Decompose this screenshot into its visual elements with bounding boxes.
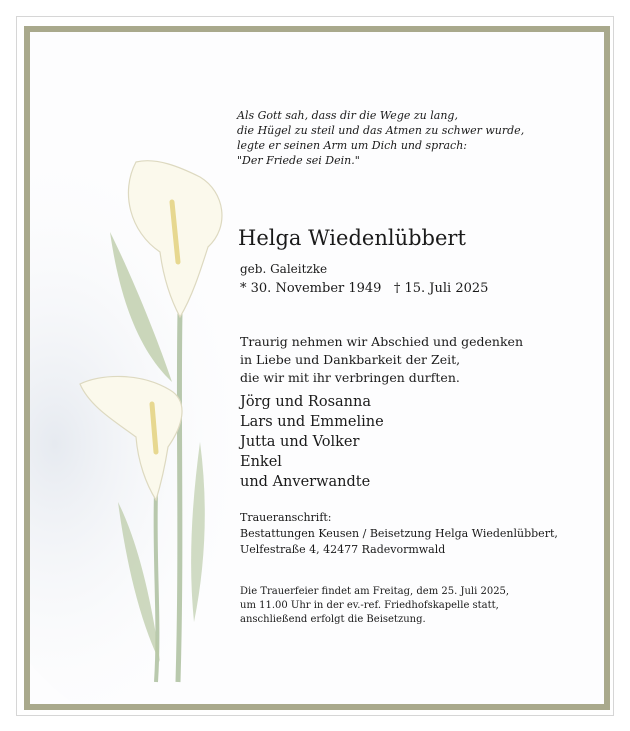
verse-line: Als Gott sah, dass dir die Wege zu lang, bbox=[237, 109, 458, 122]
deceased-name: Helga Wiedenlübbert bbox=[238, 226, 466, 250]
obituary-card bbox=[24, 26, 610, 710]
birth-name: geb. Galeitzke bbox=[240, 262, 328, 276]
mourning-text-line: in Liebe und Dankbarkeit der Zeit, bbox=[240, 352, 461, 367]
verse-line: die Hügel zu steil und das Atmen zu schwer wurde, bbox=[237, 124, 525, 137]
mourner: Lars und Emmeline bbox=[240, 414, 384, 430]
mourning-text-line: die wir mit ihr verbringen durften. bbox=[240, 370, 460, 385]
address-line: Bestattungen Keusen / Beisetzung Helga Wiedenlübbert, bbox=[240, 527, 558, 540]
ceremony-line: Die Trauerfeier findet am Freitag, dem 25. Juli 2025, bbox=[240, 586, 510, 597]
verse-line: legte er seinen Arm um Dich und sprach: bbox=[237, 139, 467, 152]
life-dates: * 30. November 1949 † 15. Juli 2025 bbox=[240, 281, 489, 296]
mourner: Jutta und Volker bbox=[240, 434, 360, 450]
mourner: Enkel bbox=[240, 454, 282, 470]
mourner: Jörg und Rosanna bbox=[240, 394, 371, 410]
verse-line: "Der Friede sei Dein." bbox=[237, 154, 360, 167]
address-line: Uelfestraße 4, 42477 Radevormwald bbox=[240, 543, 446, 556]
ceremony-line: anschließend erfolgt die Beisetzung. bbox=[240, 614, 426, 625]
ceremony-line: um 11.00 Uhr in der ev.-ref. Friedhofskapelle statt, bbox=[240, 600, 499, 611]
mourner: und Anverwandte bbox=[240, 474, 371, 490]
address-heading: Traueranschrift: bbox=[240, 511, 332, 524]
mourning-text-line: Traurig nehmen wir Abschied und gedenken bbox=[240, 334, 523, 349]
